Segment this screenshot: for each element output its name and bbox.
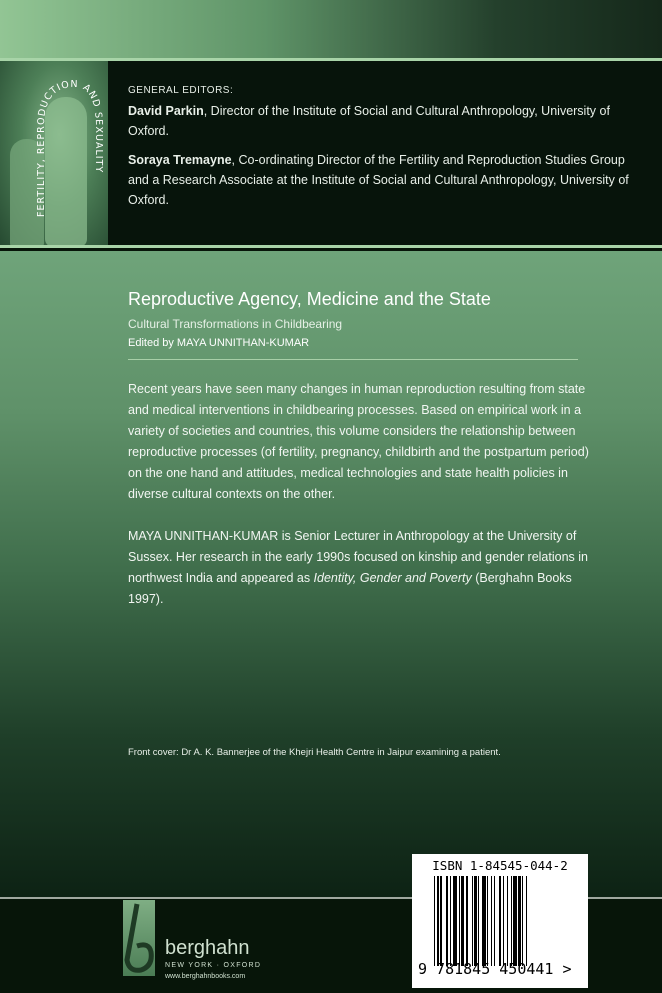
- book-subtitle: Cultural Transformations in Childbearing: [128, 317, 343, 331]
- general-editors: [128, 81, 638, 219]
- editor-entry: David Parkin, Director of the Institute of Social and Cultural Anthropology, University of Oxford.: [128, 104, 610, 138]
- publisher-cities: NEW YORK · OXFORD: [165, 962, 262, 969]
- author-bio: MAYA UNNITHAN-KUMAR is Senior Lecturer in Anthropology at the University of Sussex. Her research in the early 1990s focused on kinship and gender relations in northwest India and appeared as Identity, Gender and Poverty (Berghahn Books 1997).: [128, 529, 588, 606]
- editors-label: GENERAL EDITORS:: [128, 85, 234, 96]
- barcode-bars: [434, 876, 574, 966]
- book-title: Reproductive Agency, Medicine and the State: [128, 289, 491, 309]
- series-cover-image: [0, 61, 108, 245]
- editor-credit: Edited by MAYA UNNITHAN-KUMAR: [128, 337, 310, 349]
- editor-entry: Soraya Tremayne, Co-ordinating Director of the Fertility and Reproduction Studies Group and a Research Associate at the Institute of Social and Cultural Anthropology, University of Oxford.: [128, 153, 629, 207]
- isbn-text: ISBN 1-84545-044-2: [432, 858, 568, 873]
- svg-text:FERTILITY, REPRODUCTION AND SE: FERTILITY, REPRODUCTION AND SEXUALITY: [35, 78, 105, 217]
- divider: [128, 359, 578, 360]
- blurb: Recent years have seen many changes in human reproduction resulting from state and medical interventions in childbearing processes. Based on empirical work in a variety of societies and countries, this volume considers the relationship between reproductive processes (of fertility, pregnancy, childbirth and the postpartum period) on the one hand and attitudes, medical technologies and state health policies in diverse cultural contexts on the other.: [128, 382, 589, 501]
- main-panel: [0, 251, 662, 897]
- ean-number: 9 781845 450441 >: [418, 960, 572, 978]
- cover-credit: Front cover: Dr A. K. Bannerjee of the Khejri Health Centre in Jaipur examining a patient.: [128, 747, 501, 758]
- series-title-arc: [24, 67, 108, 243]
- barcode-bar: [527, 876, 528, 966]
- berghahn-b-icon: [123, 900, 155, 976]
- isbn-barcode: [412, 854, 588, 988]
- publisher-url: www.berghahnbooks.com: [165, 973, 246, 980]
- top-band: [0, 0, 662, 58]
- publisher-name: berghahn: [165, 937, 250, 959]
- series-band: [0, 58, 662, 248]
